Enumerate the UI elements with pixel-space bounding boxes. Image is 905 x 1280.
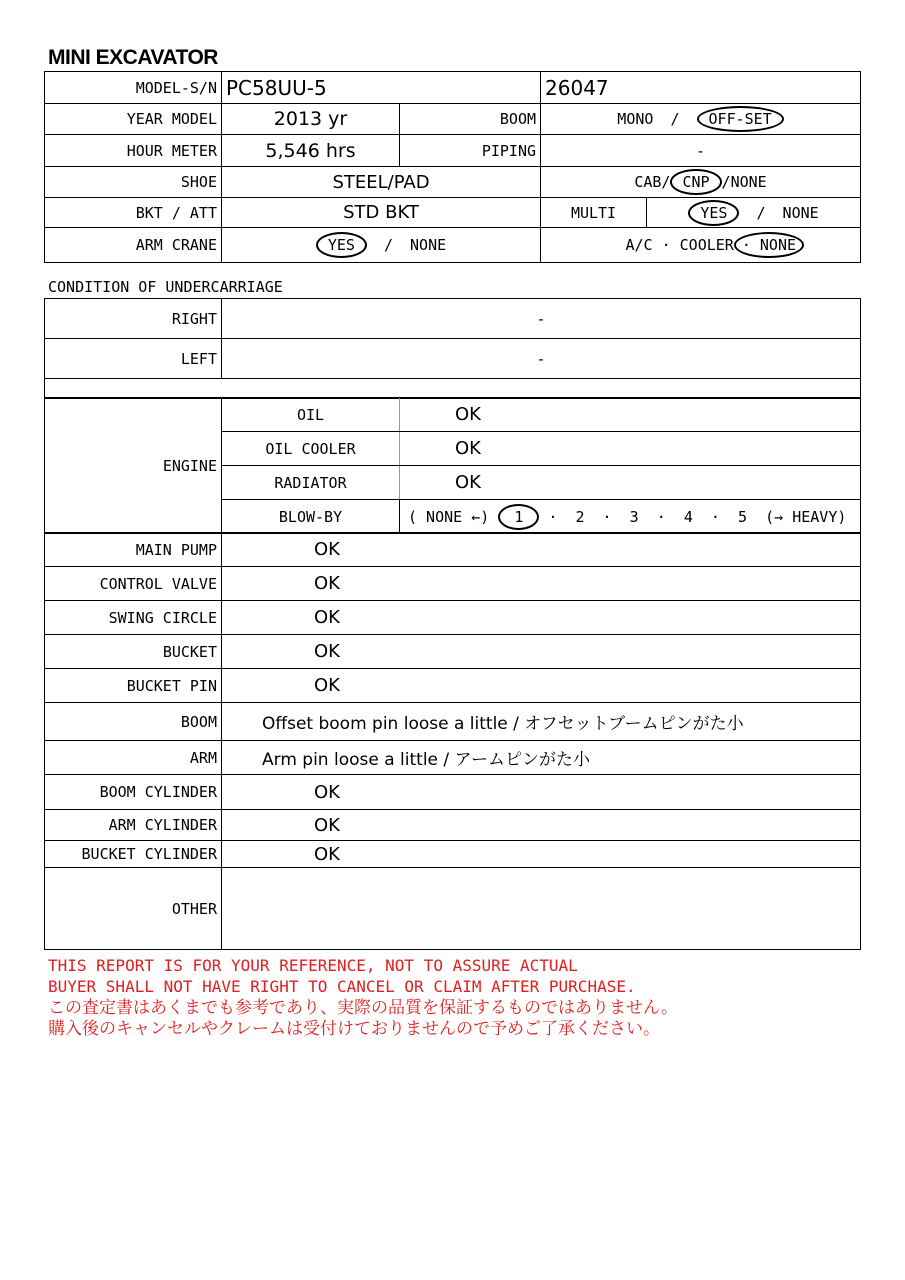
page-title: MINI EXCAVATOR (48, 46, 218, 69)
hour-value: 5,546 hrs (222, 135, 400, 167)
serial-value: 26047 (541, 72, 861, 104)
cab-separator: / (721, 173, 731, 191)
blowby-selected-1: 1 (498, 504, 539, 530)
cab-options (541, 167, 861, 198)
multi-option-yes-selected: YES (688, 200, 739, 226)
multi-options (647, 198, 861, 228)
piping-label: PIPING (400, 135, 541, 167)
arm-cylinder-label: ARM CYLINDER (45, 810, 222, 841)
boom-cylinder-value: OK (222, 775, 861, 810)
undercarriage-heading: CONDITION OF UNDERCARRIAGE (48, 278, 283, 296)
boom-cylinder-label: BOOM CYLINDER (45, 775, 222, 810)
boom-row-value: Offset boom pin loose a little / オフセットブームピンがた小 (222, 703, 861, 741)
bucket-label: BUCKET (45, 635, 222, 669)
blowby-label: BLOW-BY (222, 500, 400, 534)
left-label: LEFT (45, 339, 222, 379)
radiator-label: RADIATOR (222, 466, 400, 500)
right-label: RIGHT (45, 299, 222, 339)
hour-label: HOUR METER (45, 135, 222, 167)
year-value: 2013 yr (222, 104, 400, 135)
components-table (44, 532, 861, 950)
main-pump-label: MAIN PUMP (45, 533, 222, 567)
armcrane-option-yes-selected: YES (316, 232, 367, 258)
boom-option-mono: MONO (617, 110, 654, 128)
model-label: MODEL-S/N (45, 72, 222, 104)
swing-circle-label: SWING CIRCLE (45, 601, 222, 635)
arm-value: Arm pin loose a little / アームピンがた小 (222, 741, 861, 775)
engine-table (44, 397, 861, 534)
bucket-value: OK (222, 635, 861, 669)
arm-label: ARM (45, 741, 222, 775)
multi-separator: / (756, 203, 766, 222)
bkt-label: BKT / ATT (45, 198, 222, 228)
boom-option-offset-selected: OFF-SET (697, 106, 784, 132)
disclaimer-line-1: THIS REPORT IS FOR YOUR REFERENCE, NOT TO ASSURE ACTUAL (48, 956, 578, 975)
oil-cooler-value: OK (400, 432, 861, 466)
ac-options (541, 228, 861, 263)
boom-separator: / (670, 110, 680, 128)
bucket-cylinder-value: OK (222, 841, 861, 868)
ac-label: A/C · COOLER (625, 236, 734, 254)
cab-separator: / (661, 173, 671, 191)
multi-option-none: NONE (782, 203, 819, 222)
model-value: PC58UU-5 (222, 72, 541, 104)
bkt-value: STD BKT (222, 198, 541, 228)
shoe-value: STEEL/PAD (222, 167, 541, 198)
multi-label: MULTI (541, 198, 647, 228)
other-label: OTHER (45, 868, 222, 950)
main-pump-value: OK (222, 533, 861, 567)
spacer-row (45, 379, 861, 399)
right-value: - (222, 299, 861, 339)
arm-cylinder-value: OK (222, 810, 861, 841)
boom-options (541, 104, 861, 135)
piping-value: - (541, 135, 861, 167)
bucket-pin-value: OK (222, 669, 861, 703)
boom-label: BOOM (400, 104, 541, 135)
oil-value: OK (400, 398, 861, 432)
control-valve-label: CONTROL VALVE (45, 567, 222, 601)
control-valve-value: OK (222, 567, 861, 601)
disclaimer-line-2: BUYER SHALL NOT HAVE RIGHT TO CANCEL OR CLAIM AFTER PURCHASE. (48, 977, 636, 996)
cab-option-cab: CAB (634, 173, 662, 191)
armcrane-label: ARM CRANE (45, 228, 222, 263)
spec-table (44, 71, 861, 263)
bucket-pin-label: BUCKET PIN (45, 669, 222, 703)
cab-option-cnp-selected: CNP (670, 169, 721, 195)
boom-row-label: BOOM (45, 703, 222, 741)
ac-option-none-selected: · NONE (734, 232, 804, 258)
blowby-scale (400, 500, 861, 534)
armcrane-options (222, 228, 541, 263)
disclaimer-line-3: この査定書はあくまでも参考であり、実際の品質を保証するものではありません。 (48, 998, 679, 1017)
left-value: - (222, 339, 861, 379)
armcrane-separator: / (383, 236, 393, 254)
disclaimer-line-4: 購入後のキャンセルやクレームは受付けておりませんので予めご了承ください。 (48, 1019, 660, 1038)
other-value (222, 868, 861, 950)
swing-circle-value: OK (222, 601, 861, 635)
oil-label: OIL (222, 398, 400, 432)
oil-cooler-label: OIL COOLER (222, 432, 400, 466)
engine-label: ENGINE (45, 398, 222, 534)
year-label: YEAR MODEL (45, 104, 222, 135)
blowby-start: ( NONE ←) (408, 507, 490, 526)
cab-option-none: NONE (730, 173, 767, 191)
armcrane-option-none: NONE (410, 236, 447, 254)
bucket-cylinder-label: BUCKET CYLINDER (45, 841, 222, 868)
disclaimer (48, 955, 678, 1039)
radiator-value: OK (400, 466, 861, 500)
blowby-rest: · 2 · 3 · 4 · 5 (→ HEAVY) (548, 507, 847, 526)
undercarriage-table (44, 298, 861, 399)
shoe-label: SHOE (45, 167, 222, 198)
